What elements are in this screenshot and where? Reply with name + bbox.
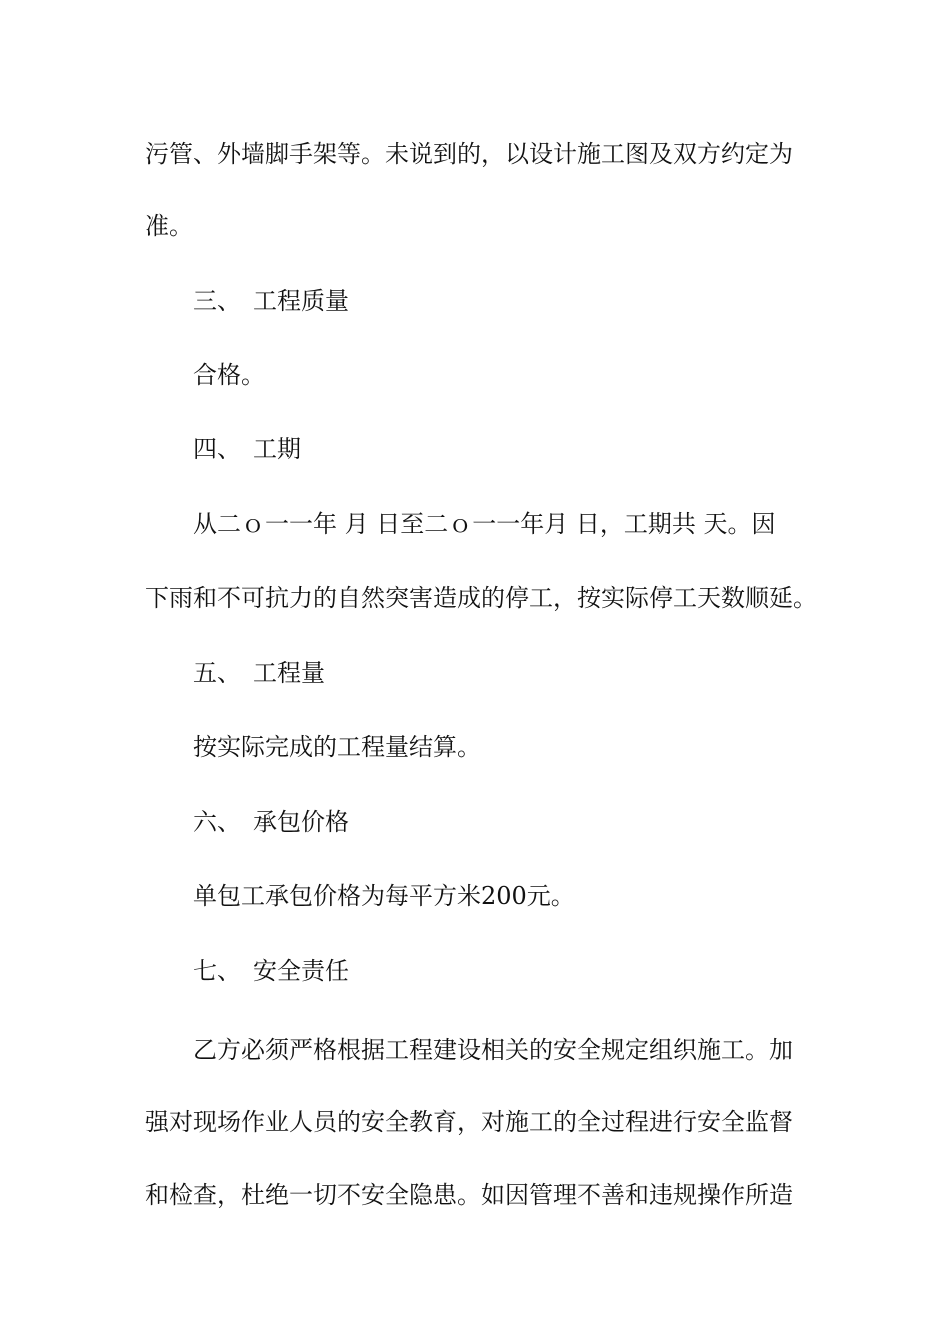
body-line: 从二ｏ一一年 月 日至二ｏ一一年月 日，工期共 天。因 [193, 510, 776, 538]
section-heading [193, 807, 873, 837]
body-line: 下雨和不可抗力的自然突害造成的停工，按实际停工天数顺延。 [145, 584, 817, 612]
body-line: 和检查，杜绝一切不安全隐患。如因管理不善和违规操作所造 [145, 1181, 793, 1209]
section-title: 工期 [253, 435, 301, 463]
body-line: 合格。 [193, 361, 265, 389]
section-title: 安全责任 [253, 957, 349, 985]
section-title: 工程量 [253, 659, 325, 687]
body-line: 按实际完成的工程量结算。 [193, 733, 481, 761]
section-heading [193, 956, 873, 986]
body-line: 乙方必须严格根据工程建设相关的安全规定组织施工。加 [193, 1036, 793, 1064]
section-number: 四、 [193, 435, 241, 463]
section-heading [193, 286, 873, 316]
section-number: 五、 [193, 659, 241, 687]
section-number: 三、 [193, 287, 241, 315]
section-title: 工程质量 [253, 287, 349, 315]
body-line: 准。 [145, 212, 193, 240]
section-number: 七、 [193, 957, 241, 985]
section-heading [193, 434, 873, 464]
body-line: 污管、外墙脚手架等。未说到的，以设计施工图及双方约定为 [145, 140, 793, 168]
section-title: 承包价格 [253, 808, 349, 836]
section-number: 六、 [193, 808, 241, 836]
body-line: 单包工承包价格为每平方米200元。 [193, 882, 575, 910]
section-heading [193, 658, 873, 688]
body-line: 强对现场作业人员的安全教育，对施工的全过程进行安全监督 [145, 1108, 793, 1136]
